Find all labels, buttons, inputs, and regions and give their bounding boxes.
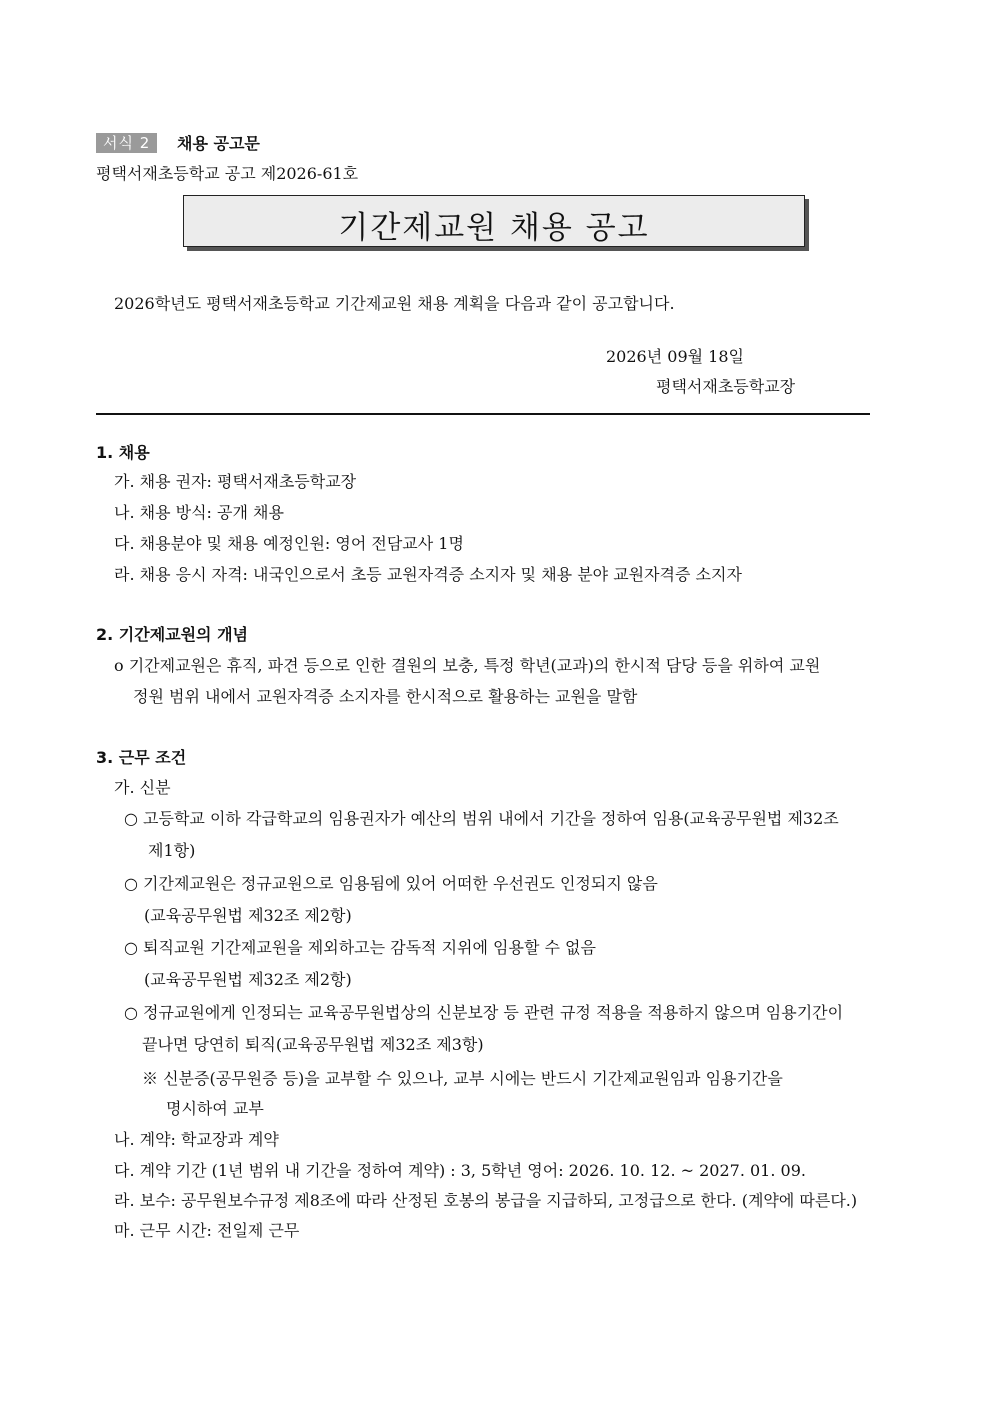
section3-bullet: ○ 퇴직교원 기간제교원을 제외하고는 감독적 지위에 임용할 수 없음 [124, 938, 596, 957]
section3-sub: 나. 계약: 학교장과 계약 [114, 1130, 279, 1149]
section3-bullet-cont: (교육공무원법 제32조 제2항) [144, 906, 352, 925]
section2-line: 정원 범위 내에서 교원자격증 소지자를 한시적으로 활용하는 교원을 말함 [133, 687, 638, 706]
section3-sub: 가. 신분 [114, 778, 171, 797]
section2-line: o 기간제교원은 휴직, 파견 등으로 인한 결원의 보충, 특정 학년(교과)의 한시적 담당 등을 위하여 교원 [114, 656, 821, 675]
section3-note: ※ 신분증(공무원증 등)을 교부할 수 있으나, 교부 시에는 반드시 기간제교원임과 임용기간을 [142, 1069, 783, 1088]
section1-item: 라. 채용 응시 자격: 내국인으로서 초등 교원자격증 소지자 및 채용 분야 교원자격증 소지자 [114, 565, 742, 584]
section1-item: 가. 채용 권자: 평택서재초등학교장 [114, 472, 357, 491]
section3-bullet: ○ 정규교원에게 인정되는 교육공무원법상의 신분보장 등 관련 규정 적용을 적용하지 않으며 임용기간이 [124, 1003, 844, 1022]
title-box [183, 195, 805, 247]
divider [96, 413, 870, 415]
section3-bullet-cont: 제1항) [148, 841, 196, 860]
form-tag: 서식 2 [96, 133, 157, 153]
principal-name: 평택서재초등학교장 [656, 377, 796, 396]
section3-sub: 라. 보수: 공무원보수규정 제8조에 따라 산정된 호봉의 봉급을 지급하되, 고정급으로 한다. (계약에 따른다.) [114, 1191, 858, 1210]
section3-bullet: ○ 기간제교원은 정규교원으로 임용됨에 있어 어떠한 우선권도 인정되지 않음 [124, 874, 658, 893]
intro-text: 2026학년도 평택서재초등학교 기간제교원 채용 계획을 다음과 같이 공고합니다. [114, 294, 675, 313]
section3-sub: 마. 근무 시간: 전일제 근무 [114, 1221, 300, 1240]
form-title: 채용 공고문 [177, 134, 260, 153]
section1-item: 나. 채용 방식: 공개 채용 [114, 503, 284, 522]
notice-number: 평택서재초등학교 공고 제2026-61호 [96, 164, 359, 183]
section2-heading: 2. 기간제교원의 개념 [96, 625, 248, 644]
section3-heading: 3. 근무 조건 [96, 748, 187, 767]
section3-sub: 다. 계약 기간 (1년 범위 내 기간을 정하여 계약) : 3, 5학년 영어: 2026. 10. 12. ~ 2027. 01. 09. [114, 1161, 806, 1180]
section3-bullet-cont: (교육공무원법 제32조 제2항) [144, 970, 352, 989]
section3-note-cont: 명시하여 교부 [166, 1099, 264, 1118]
notice-date: 2026년 09월 18일 [606, 347, 744, 366]
page-title: 기간제교원 채용 공고 [338, 210, 650, 246]
section3-bullet-cont: 끝나면 당연히 퇴직(교육공무원법 제32조 제3항) [142, 1035, 484, 1054]
section1-heading: 1. 채용 [96, 443, 150, 462]
section1-item: 다. 채용분야 및 채용 예정인원: 영어 전담교사 1명 [114, 534, 464, 553]
section3-bullet: ○ 고등학교 이하 각급학교의 임용권자가 예산의 범위 내에서 기간을 정하여 임용(교육공무원법 제32조 [124, 809, 839, 828]
